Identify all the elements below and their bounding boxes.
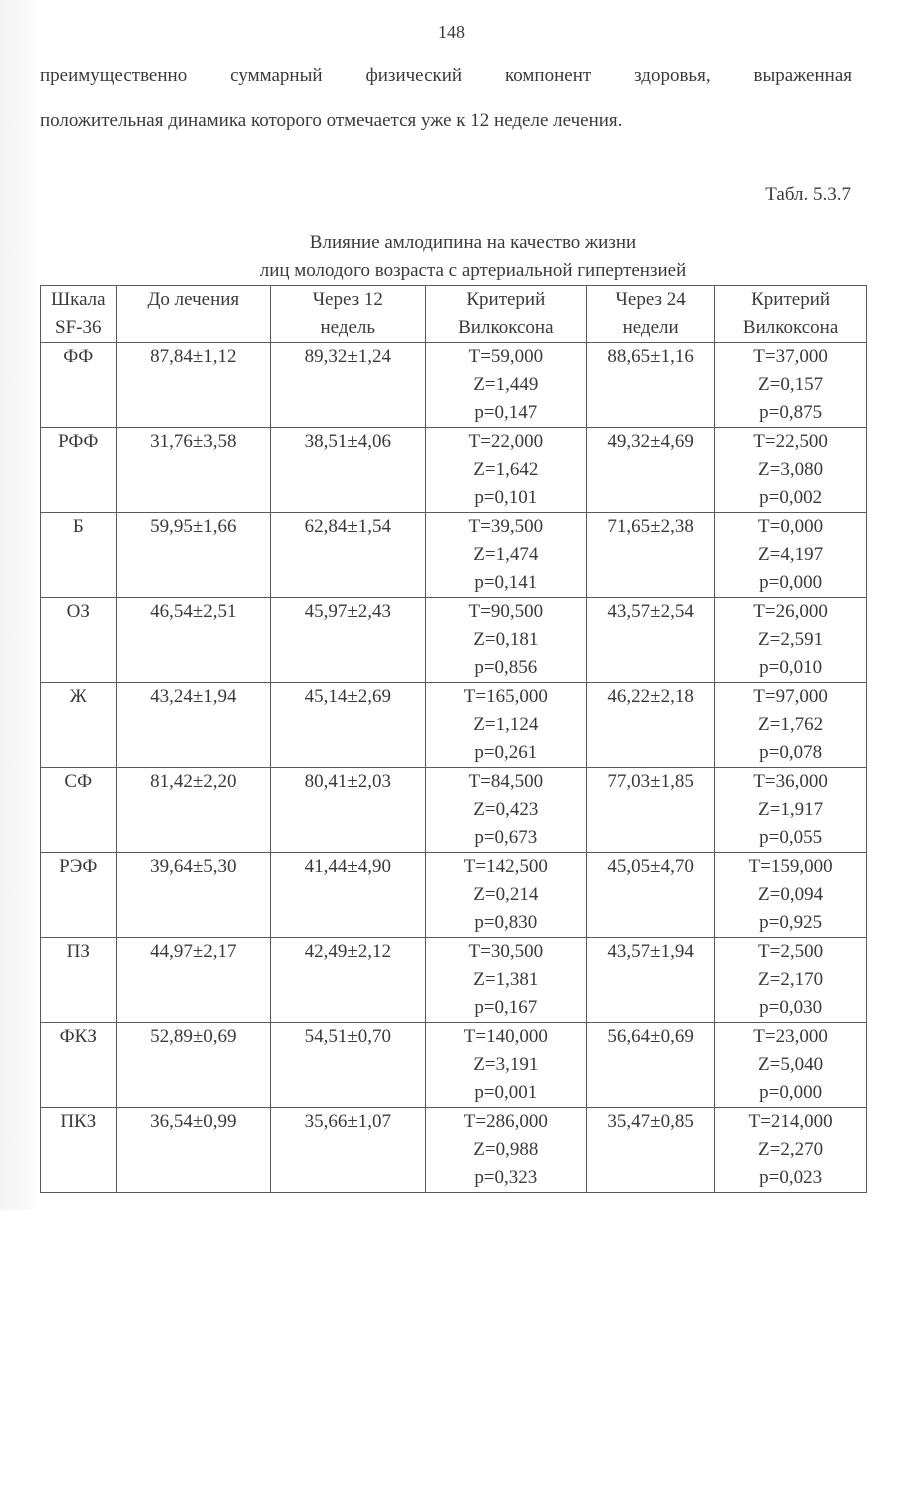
stat-t-value: T=84,500 xyxy=(468,771,544,792)
stat-t-value: T=286,000 xyxy=(463,1111,548,1132)
after-24-weeks-cell: 46,22±2,18 xyxy=(587,683,715,768)
wilcoxon-12-cell xyxy=(425,513,587,598)
stat-p-value: p=0,000 xyxy=(759,572,823,593)
results-table xyxy=(40,285,867,1193)
scale-cell: ОЗ xyxy=(41,598,117,683)
before-treatment-cell: 31,76±3,58 xyxy=(116,428,271,513)
before-treatment-cell: 39,64±5,30 xyxy=(116,853,271,938)
caption-line-1: Влияние амлодипина на качество жизни xyxy=(309,232,637,253)
paragraph-line-1: преимущественно суммарный физический компонент здоровья, выраженная xyxy=(40,65,852,86)
stat-t-value: T=140,000 xyxy=(463,1026,548,1047)
header-wilcoxon-24 xyxy=(715,286,867,343)
before-treatment-cell: 36,54±0,99 xyxy=(116,1108,271,1193)
scale-cell: СФ xyxy=(41,768,117,853)
stat-t-value: T=90,500 xyxy=(468,601,544,622)
stat-z-value: Z=0,094 xyxy=(758,884,824,905)
after-24-weeks-cell: 56,64±0,69 xyxy=(587,1023,715,1108)
after-12-weeks-cell: 89,32±1,24 xyxy=(271,343,426,428)
after-24-weeks-cell: 35,47±0,85 xyxy=(587,1108,715,1193)
stat-p-value: p=0,078 xyxy=(759,742,823,763)
after-24-weeks-cell: 45,05±4,70 xyxy=(587,853,715,938)
before-treatment-cell: 52,89±0,69 xyxy=(116,1023,271,1108)
stat-p-value: p=0,167 xyxy=(474,997,538,1018)
stat-z-value: Z=1,474 xyxy=(473,544,539,565)
stat-z-value: Z=3,080 xyxy=(758,459,824,480)
wilcoxon-12-cell xyxy=(425,1023,587,1108)
stat-t-value: T=214,000 xyxy=(748,1111,833,1132)
header-wilcoxon-12 xyxy=(425,286,587,343)
wilcoxon-24-cell xyxy=(715,768,867,853)
scale-cell: Б xyxy=(41,513,117,598)
page-number: 148 xyxy=(438,22,465,42)
stat-p-value: p=0,001 xyxy=(474,1082,538,1103)
after-24-weeks-cell: 71,65±2,38 xyxy=(587,513,715,598)
stat-p-value: p=0,023 xyxy=(759,1167,823,1188)
stat-p-value: p=0,673 xyxy=(474,827,538,848)
before-treatment-cell: 46,54±2,51 xyxy=(116,598,271,683)
header-line: До лечения xyxy=(147,289,240,310)
wilcoxon-12-cell xyxy=(425,683,587,768)
stat-z-value: Z=4,197 xyxy=(758,544,824,565)
stat-z-value: Z=0,157 xyxy=(758,374,824,395)
stat-t-value: T=0,000 xyxy=(758,516,824,537)
stat-p-value: p=0,875 xyxy=(759,402,823,423)
scale-cell: ФКЗ xyxy=(41,1023,117,1108)
scale-cell: ПЗ xyxy=(41,938,117,1023)
header-scale xyxy=(41,286,117,343)
stat-t-value: T=165,000 xyxy=(463,686,548,707)
wilcoxon-24-cell xyxy=(715,598,867,683)
stat-z-value: Z=1,642 xyxy=(473,459,539,480)
caption-line-2: лиц молодого возраста с артериальной гипертензией xyxy=(259,260,687,281)
stat-z-value: Z=1,381 xyxy=(473,969,539,990)
stat-z-value: Z=0,181 xyxy=(473,629,539,650)
stat-z-value: Z=0,423 xyxy=(473,799,539,820)
header-line: Критерий xyxy=(466,289,546,310)
after-24-weeks-cell: 43,57±1,94 xyxy=(587,938,715,1023)
header-line: SF-36 xyxy=(55,317,102,338)
before-treatment-cell: 81,42±2,20 xyxy=(116,768,271,853)
after-12-weeks-cell: 45,14±2,69 xyxy=(271,683,426,768)
stat-p-value: p=0,002 xyxy=(759,487,823,508)
header-after-12-weeks xyxy=(271,286,426,343)
header-before-treatment xyxy=(116,286,271,343)
page-edge-shadow xyxy=(0,0,38,1210)
table-header-row xyxy=(41,286,867,343)
stat-z-value: Z=0,988 xyxy=(473,1139,539,1160)
header-line: Вилкоксона xyxy=(458,317,554,338)
stat-t-value: T=22,000 xyxy=(468,431,544,452)
wilcoxon-12-cell xyxy=(425,853,587,938)
header-line: Шкала xyxy=(50,289,106,310)
table-row xyxy=(41,1023,867,1108)
stat-p-value: p=0,010 xyxy=(759,657,823,678)
after-12-weeks-cell: 42,49±2,12 xyxy=(271,938,426,1023)
after-12-weeks-cell: 54,51±0,70 xyxy=(271,1023,426,1108)
table-row xyxy=(41,1108,867,1193)
stat-p-value: p=0,147 xyxy=(474,402,538,423)
wilcoxon-12-cell xyxy=(425,598,587,683)
table-row xyxy=(41,428,867,513)
table-row xyxy=(41,343,867,428)
stat-p-value: p=0,925 xyxy=(759,912,823,933)
table-row xyxy=(41,938,867,1023)
wilcoxon-24-cell xyxy=(715,853,867,938)
wilcoxon-12-cell xyxy=(425,428,587,513)
table-row xyxy=(41,853,867,938)
before-treatment-cell: 44,97±2,17 xyxy=(116,938,271,1023)
stat-p-value: p=0,030 xyxy=(759,997,823,1018)
after-12-weeks-cell: 80,41±2,03 xyxy=(271,768,426,853)
stat-t-value: T=39,500 xyxy=(468,516,544,537)
stat-z-value: Z=0,214 xyxy=(473,884,539,905)
wilcoxon-24-cell xyxy=(715,428,867,513)
scale-cell: ФФ xyxy=(41,343,117,428)
stat-p-value: p=0,000 xyxy=(759,1082,823,1103)
stat-p-value: p=0,323 xyxy=(474,1167,538,1188)
stat-z-value: Z=5,040 xyxy=(758,1054,824,1075)
stat-p-value: p=0,055 xyxy=(759,827,823,848)
after-24-weeks-cell: 49,32±4,69 xyxy=(587,428,715,513)
wilcoxon-24-cell xyxy=(715,683,867,768)
table-row xyxy=(41,598,867,683)
stat-z-value: Z=2,591 xyxy=(758,629,824,650)
stat-z-value: Z=2,270 xyxy=(758,1139,824,1160)
before-treatment-cell: 87,84±1,12 xyxy=(116,343,271,428)
header-line: недель xyxy=(320,317,376,338)
stat-p-value: p=0,830 xyxy=(474,912,538,933)
stat-p-value: p=0,856 xyxy=(474,657,538,678)
stat-t-value: T=2,500 xyxy=(758,941,824,962)
stat-t-value: T=97,000 xyxy=(753,686,828,707)
before-treatment-cell: 43,24±1,94 xyxy=(116,683,271,768)
scale-cell: РФФ xyxy=(41,428,117,513)
after-12-weeks-cell: 38,51±4,06 xyxy=(271,428,426,513)
header-after-24-weeks xyxy=(587,286,715,343)
wilcoxon-12-cell xyxy=(425,768,587,853)
stat-p-value: p=0,141 xyxy=(474,572,538,593)
stat-z-value: Z=3,191 xyxy=(473,1054,539,1075)
wilcoxon-24-cell xyxy=(715,1108,867,1193)
scale-cell: ПКЗ xyxy=(41,1108,117,1193)
wilcoxon-12-cell xyxy=(425,1108,587,1193)
stat-z-value: Z=1,124 xyxy=(473,714,539,735)
stat-t-value: T=59,000 xyxy=(468,346,544,367)
header-line: Вилкоксона xyxy=(742,317,839,338)
wilcoxon-24-cell xyxy=(715,938,867,1023)
stat-z-value: Z=1,917 xyxy=(758,799,824,820)
stat-t-value: T=36,000 xyxy=(753,771,828,792)
after-12-weeks-cell: 35,66±1,07 xyxy=(271,1108,426,1193)
after-24-weeks-cell: 43,57±2,54 xyxy=(587,598,715,683)
stat-z-value: Z=2,170 xyxy=(758,969,824,990)
stat-z-value: Z=1,762 xyxy=(758,714,824,735)
stat-t-value: T=159,000 xyxy=(748,856,833,877)
stat-t-value: T=142,500 xyxy=(463,856,548,877)
scale-cell: РЭФ xyxy=(41,853,117,938)
header-line: недели xyxy=(622,317,679,338)
table-caption xyxy=(40,229,903,285)
after-12-weeks-cell: 41,44±4,90 xyxy=(271,853,426,938)
after-24-weeks-cell: 77,03±1,85 xyxy=(587,768,715,853)
wilcoxon-24-cell xyxy=(715,1023,867,1108)
header-line: Критерий xyxy=(751,289,831,310)
stat-z-value: Z=1,449 xyxy=(473,374,539,395)
wilcoxon-12-cell xyxy=(425,938,587,1023)
after-12-weeks-cell: 45,97±2,43 xyxy=(271,598,426,683)
stat-p-value: p=0,261 xyxy=(474,742,538,763)
after-24-weeks-cell: 88,65±1,16 xyxy=(587,343,715,428)
paragraph-line-2: положительная динамика которого отмечается уже к 12 неделе лечения. xyxy=(40,110,623,131)
stat-t-value: T=26,000 xyxy=(753,601,828,622)
table-body xyxy=(41,343,867,1193)
stat-t-value: T=22,500 xyxy=(753,431,828,452)
header-line: Через 24 xyxy=(615,289,686,310)
table-label: Табл. 5.3.7 xyxy=(765,184,851,205)
stat-p-value: p=0,101 xyxy=(474,487,538,508)
table-row xyxy=(41,768,867,853)
wilcoxon-24-cell xyxy=(715,513,867,598)
stat-t-value: T=23,000 xyxy=(753,1026,828,1047)
before-treatment-cell: 59,95±1,66 xyxy=(116,513,271,598)
wilcoxon-24-cell xyxy=(715,343,867,428)
header-line: Через 12 xyxy=(312,289,383,310)
after-12-weeks-cell: 62,84±1,54 xyxy=(271,513,426,598)
stat-t-value: T=37,000 xyxy=(753,346,828,367)
stat-t-value: T=30,500 xyxy=(468,941,544,962)
table-row xyxy=(41,683,867,768)
scale-cell: Ж xyxy=(41,683,117,768)
table-row xyxy=(41,513,867,598)
wilcoxon-12-cell xyxy=(425,343,587,428)
